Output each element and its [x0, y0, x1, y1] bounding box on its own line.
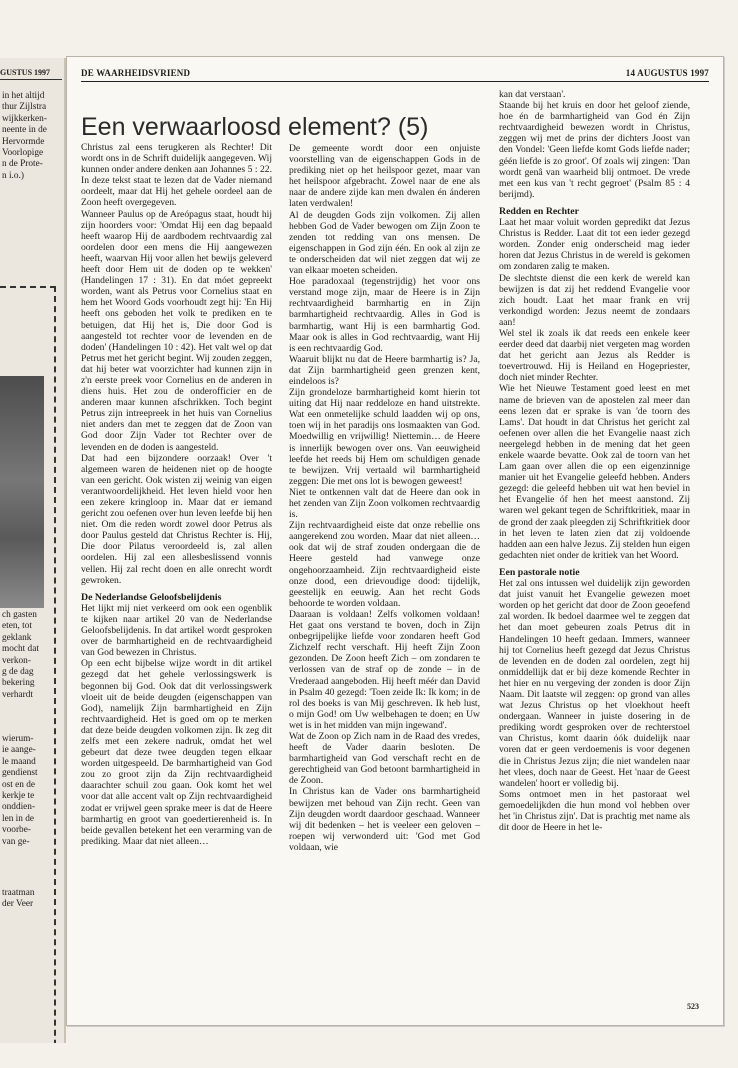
- previous-page-line: verkon-: [2, 655, 31, 666]
- issue-date: 14 AUGUSTUS 1997: [625, 68, 709, 78]
- paragraph: Wel stel ik zoals ik dat reeds een enkele keer eerder deed dat daarbij niet vergeten mag worden dat het gericht aan Jezus als Redder is toevertrouwd. Hij is Heiland en Hogepriester, doch niet minder Rechter.: [499, 327, 690, 384]
- previous-page-line: ch gasten: [2, 610, 37, 620]
- previous-page-line: gendienst: [2, 768, 38, 779]
- previous-page-line: n de Prote-: [2, 159, 43, 170]
- article-column-2: [289, 143, 480, 853]
- paragraph: Hoe paradoxaal (tegenstrijdig) het voor ons verstand moge zijn, maar de Heere is in Zijn rechtvaardigheid barmhartig en in Zijn barmhartigheid rechtvaardig. Alles in God is barmhartig, want Hij is een barmhartig God. Maar ook is alles in God rechtvaardig, want Hij is een rechtvaardig God.: [289, 276, 480, 354]
- paragraph: Soms ontmoet men in het pastoraat wel gemoedelijkden die hun mond vol hebben over het 'in Christus zijn'. Dat is prachtig met name als dit door de Heere in het le-: [499, 788, 690, 834]
- previous-page-line: eten, tot: [2, 621, 32, 632]
- publication-name: DE WAARHEIDSVRIEND: [81, 68, 191, 78]
- previous-page-header: GUSTUS 1997: [0, 68, 62, 80]
- paragraph: Christus zal eens terugkeren als Rechter! Dit wordt ons in de Schrift duidelijk aangegeven. Wij kunnen onder andere denken aan Johannes 5 : 22. In deze tekst staat te lezen dat de Vader niemand oordeelt, maar dat Hij het gehele oordeel aan de Zoon heeft overgegeven.: [81, 142, 272, 209]
- paragraph: De slechtste dienst die een kerk de wereld kan bewijzen is dat zij het reddend Evangelie voor zich houdt. Laat het maar frank en vrij verkondigd worden: Jezus neemt de zondaars aan!: [499, 272, 690, 328]
- paragraph: Zijn rechtvaardigheid eiste dat onze rebellie ons aangerekend zou worden. Maar dat niet alleen… ook dat wij de straf zouden ondergaan die de Heere gesteld had vanwege onze ongehoorzaamheid. Zijn rechtvaardigheid eiste onze dood, een drievoudige dood: tijdelijk, geestelijk en eeuwig. Aan het recht Gods behoorde te worden voldaan.: [289, 520, 480, 609]
- paragraph: Wat de Zoon op Zich nam in de Raad des vredes, heeft de Vader daarin besloten. De barmhartigheid van God verschaft recht en de gerechtigheid van God betoont barmhartigheid in de Zoon.: [289, 730, 480, 787]
- previous-page-line: bekering: [2, 678, 35, 689]
- paragraph: In Christus kan de Vader ons barmhartigheid bewijzen met behoud van Zijn recht. Geen van Zijn deugden wordt daardoor geschaad. Wanneer wij dit bedenken – het is veeleer een geloven – roepen wij verwonderd uit: 'God met God voldaan, wie: [289, 786, 480, 853]
- article-column-1: [81, 142, 272, 847]
- paragraph: Wanneer Paulus op de Areópagus staat, houdt hij zijn hoorders voor: 'Omdat Hij een dag bepaald heeft waarop Hij de aardbodem rechtvaardig zal oordelen door een mens die Hij aangewezen heeft, waarvan Hij voor allen het bewijs geleverd heeft door Hem uit de doden op te wekken' (Handelingen 17 : 31). En dat móet gepreekt worden, want als Petrus voor Cornelius staat en hem het Woord Gods voorhoudt zegt hij: 'En Hij heeft ons geboden het volk te prediken en te betuigen, dat Hij het is, Die door God is aangesteld tot rechter voor de levenden en de doden' (Handelingen 10 : 42). Het valt wel op dat Petrus met het gericht begint. Wij zouden zeggen, dat hij beter wat voorzichter had kunnen zijn in z'n eerste preek voor Cornelius en de anderen in diens huis. Het zou de onderofficier en de anderen maar kunnen afschrikken. Toch begint Petrus zijn intreepreek in het huis van Cornelius niet anders dan met te zeggen dat de Zoon van God door Zijn Vader tot Rechter over de levenden en de doden is aangesteld.: [81, 208, 272, 453]
- previous-page-line: der Veer: [2, 899, 34, 910]
- previous-page-line: len in de: [2, 813, 35, 824]
- previous-page-line: onddien-: [2, 802, 36, 813]
- paragraph: Wie het Nieuwe Testament goed leest en met name de brieven van de apostelen zal meer dan eens lezen dat er sprake is van 'de toorn des Lams'. Dat houdt in dat Christus het gericht zal oefenen over allen die het Evangelie naast zich neergelegd hebben in de mening dat het geen enkele waarde bevatte. Ook zal de toorn van het Lam gaan over allen die op een eigenzinnige manier uit het Evangelie geleefd hebben. Anders gezegd: die geleefd hebben uit wat hen beviel in het Evangelie óf hen het meest aanstond. Zij waren wel gekant tegen de Schriftkritiek, maar in de grond der zaak pleegden zij Schriftkritiek door in het leven te laten zien dat zij voldoende hadden aan een halve Jezus. Zij stelden hun eigen gedachten niet onder de kritiek van het Woord.: [499, 383, 691, 561]
- previous-page-line: traatman: [2, 888, 35, 898]
- previous-page-line: voorbe-: [2, 825, 31, 836]
- previous-page-line: kerkje te: [2, 791, 35, 801]
- paragraph: Waaruit blijkt nu dat de Heere barmhartig is? Ja, dat Zijn barmhartigheid geen grenzen kent, eindeloos is?: [289, 353, 480, 387]
- previous-page-line: geklank: [2, 632, 32, 643]
- previous-page-line: Voorlopige: [2, 148, 44, 158]
- previous-page-line: mocht dat: [2, 644, 39, 655]
- previous-page-line: neente in de: [2, 125, 47, 136]
- section-heading: De Nederlandse Geloofsbelijdenis: [81, 591, 222, 603]
- running-head: [81, 67, 709, 82]
- paragraph: De gemeente wordt door een onjuiste voorstelling van de eigenschappen Gods in de prediking niet op het heilspoor gezet, maar van het heilspoor afgebracht. Zowel naar de ene als naar de andere zijde kan men dwalen én ánderen laten verdwalen!: [289, 143, 480, 210]
- paragraph: Laat het maar voluit worden gepredikt dat Jezus Christus is Redder. Laat dit tot een ieder gezegd worden. Zonder enig onderscheid mag ieder horen dat Jezus Christus in de wereld is gekomen om zondaren zalig te maken.: [499, 217, 690, 273]
- paragraph: Staande bij het kruis en door het geloof ziende, hoe én de barmhartigheid van God én Zijn rechtvaardigheid bewezen wordt in Christus, zeggen wij met de prins der dichters Joost van den Vondel: 'Geen liefde komt Gods liefde nader; géén liefde is zo groot'. Of zoals wij zingen: 'Dan wordt genâ van waarheid blij ontmoet. De vrede met een kus van 't recht gegroet' (Psalm 85 : 4 berijmd).: [499, 100, 690, 200]
- section-heading: Redden en Rechter: [499, 205, 579, 217]
- article-column-3: [499, 89, 690, 833]
- paragraph: Het lijkt mij niet verkeerd om ook een ogenblik te kijken naar artikel 20 van de Nederlandse Geloofsbelijdenis. In dat artikel wordt gesproken over de barmhartigheid en de rechtvaardigheid van God bewezen in Christus.: [81, 602, 272, 659]
- previous-page-line: ie aange-: [2, 745, 36, 756]
- paragraph: Daaraan is voldaan! Zelfs volkomen voldaan! Het gaat ons verstand te boven, doch in Zijn onbegrijpelijke liefde voor zondaren heeft God Zichzelf recht verschaft. Hij heeft Zijn Zoon gezonden. De Zoon heeft Zich – om zondaren te verlossen van de straf op de zonde – in de Vrederaad aangeboden. Hij heeft méér dan David in Psalm 40 gezegd: 'Toen zeide Ik: Ik kom; in de rol des boeks is van Mij geschreven. Ik heb lust, o mijn God! om Uw welbehagen te doen; en Uw wet is in het midden van mijn ingewand'.: [289, 608, 480, 731]
- magazine-page: [66, 56, 724, 1026]
- paragraph: Zijn grondeloze barmhartigheid komt hierin tot uiting dat Hij naar reddeloze en hand uitstrekte. Wat een onmetelijke schuld laadden wij op ons, toen wij in het paradijs ons losmaakten van God. Moedwillig en vrijwillig! Niettemin… de Heere is innerlijk bewogen over ons. Van eeuwigheid leefde het reeds bij Hem om schuldigen genade te bewijzen. Vrij vertaald wil barmhartigheid zeggen: Die met ons lot is bewogen geweest!: [289, 387, 480, 487]
- previous-page-photo: [0, 376, 44, 608]
- paragraph: kan dat verstaan'.: [499, 89, 566, 100]
- previous-page-line: wijkkerken-: [2, 113, 47, 124]
- previous-page-line: verhardt: [2, 689, 33, 700]
- paragraph: Niet te ontkennen valt dat de Heere dan ook in het zenden van Zijn Zoon volkomen rechtvaardig is.: [289, 486, 480, 521]
- paragraph: Dat had een bijzondere oorzaak! Over 't algemeen waren de heidenen niet op de hoogte van een gericht. Ook wisten zij weinig van eigen verantwoordelijkheid. Het leven hield voor hen een zekere kringloop in. Maar dat er iemand gericht zou oefenen over hun leven leefde bij hen niet. Om die reden wordt zowel door Petrus als door Paulus gesteld dat Christus Rechter is. Hij, Die door Pilatus veroordeeld is, zal allen oordelen. Hij zal een allesbeslissend vonnis vellen. Hij zal recht doen en alle onrecht wordt gewroken.: [81, 452, 272, 586]
- previous-page-line: wierum-: [2, 734, 34, 744]
- previous-page-line: le maand: [2, 756, 36, 767]
- section-heading: Een pastorale notie: [499, 566, 580, 578]
- previous-page-edge: [0, 58, 66, 1043]
- paragraph: Het zal ons intussen wel duidelijk zijn geworden dat juist vanuit het Evangelie gewezen moet worden op het gericht dat door de Zoon geoefend zal worden. Ik bedoel daarmee wel te zeggen dat het dan moet gebeuren zoals Petrus dit in Handelingen 10 heeft gedaan. Immers, wanneer hij tot Cornelius heeft gezegd dat Jezus Christus de levenden en de doden zal oordelen, zegt hij onmiddellijk dat er bij deze komende Rechter in het hier en nu vergeving der zonden is door Zijn Naam. Dit laatste wil zeggen: op grond van alles wat Jezus Christus op het vloekhout heeft ondergaan. Wanneer in juiste dosering in de prediking wordt gesproken over de rechterstoel van Christus, komt daarin óók duidelijk naar voren dat er geen verdoemenis is voor degenen die in Christus Jezus zijn; die niet wandelen naar het vlees, doch naar de Geest. Het 'naar de Geest wandelen' hoort er volledig bij.: [499, 578, 690, 789]
- previous-page-line: n i.o.): [2, 170, 24, 181]
- paragraph: Al de deugden Gods zijn volkomen. Zij allen hebben God de Vader bewogen om Zijn Zoon te zenden tot redding van ons mensen. De eigenschappen in God zijn één. En ook al zijn ze te onderscheiden dat wil niet zeggen dat wij ze van elkaar moeten scheiden.: [289, 209, 480, 277]
- previous-page-line: in het altijd: [2, 91, 45, 101]
- previous-page-line: van ge-: [2, 836, 30, 847]
- page-number: 523: [687, 1002, 699, 1011]
- previous-page-line: ost en de: [2, 779, 36, 790]
- paragraph: Op een echt bijbelse wijze wordt in dit artikel gezegd dat het gehele verlossingswerk is begonnen bij God. Ook dat dit verlossingswerk vloeit uit de beide deugden (eigenschappen van God), namelijk Zijn barmhartigheid en Zijn rechtvaardigheid. Het is goed om op te merken dat deze beide deugden volkomen zijn. Ik zeg dit zelfs met een zekere nadruk, omdat het wel gebeurt dat deze twee deugden tegen elkaar worden uitgespeeld. De barmhartigheid van God zou zo groot zijn da Zijn rechtvaardigheid daarachter schuil zou gaan. Ook komt het wel voor dat alle accent valt op Zijn rechtvaardigheid zodat er vrijwel geen sprake meer is dat de Heere barmhartig en groot van goedertierenheid is. In beide gevallen betekent het een verarming van de prediking. Maar dat niet alleen…: [81, 658, 272, 847]
- article-title: Een verwaarloosd element? (5): [81, 113, 429, 141]
- previous-page-line: thur Zijlstra: [2, 102, 47, 113]
- previous-page-line: g de dag: [2, 667, 34, 677]
- previous-page-line: Hervormde: [2, 136, 45, 147]
